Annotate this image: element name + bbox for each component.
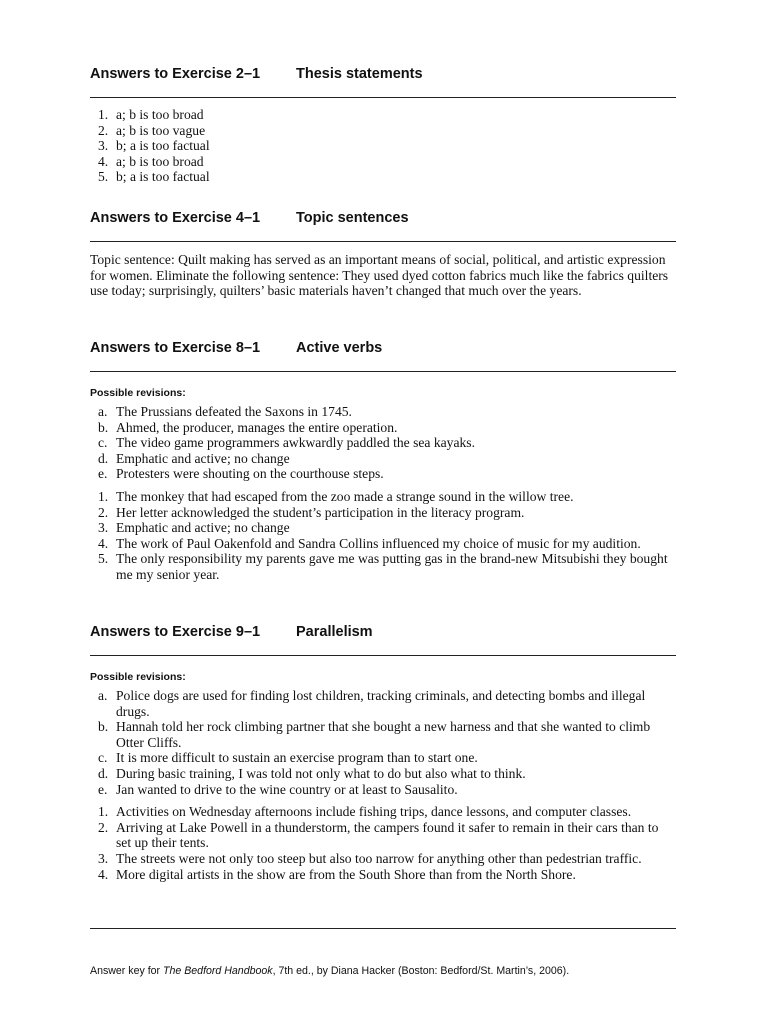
heading-rule	[90, 241, 676, 242]
heading-rule	[90, 371, 676, 372]
book-title: The Bedford Handbook	[163, 965, 273, 977]
list-item: c. The video game programmers awkwardly paddled the sea kayaks.	[98, 435, 475, 451]
exercise-number: Answers to Exercise 8–1	[90, 340, 261, 356]
list-item: 4. The work of Paul Oakenfold and Sandra Collins influenced my choice of music for my audition.	[98, 535, 641, 551]
exercise-title: Thesis statements	[296, 66, 423, 82]
section-exercise-4-1	[90, 207, 676, 299]
list-item: 2. Her letter acknowledged the student’s participation in the literacy program.	[98, 504, 525, 520]
exercise-number: Answers to Exercise 2–1	[90, 66, 261, 82]
exercise-title: Active verbs	[296, 340, 383, 356]
list-item: 3. Emphatic and active; no change	[98, 520, 290, 536]
section-exercise-9-1	[90, 621, 676, 882]
list-item: 2. a; b is too vague	[98, 122, 206, 138]
list-item: 4. More digital artists in the show are from the South Shore than from the North Shore.	[98, 866, 576, 882]
list-item: 2. Arriving at Lake Powell in a thunderstorm, the campers found it safer to remain in their cars than to set up their tents.	[98, 819, 659, 851]
exercise-number: Answers to Exercise 4–1	[90, 210, 261, 226]
list-item: 3. b; a is too factual	[98, 138, 210, 154]
section-heading	[90, 207, 676, 229]
exercise-number: Answers to Exercise 9–1	[90, 624, 261, 640]
list-item: 3. The streets were not only too steep but also too narrow for anything other than pedestrian traffic.	[98, 850, 642, 866]
list-item: c. It is more difficult to sustain an exercise program than to start one.	[98, 750, 478, 766]
list-item: 1. The monkey that had escaped from the zoo made a strange sound in the willow tree.	[98, 488, 574, 504]
section-heading	[90, 63, 676, 85]
possible-revisions-label: Possible revisions:	[90, 671, 186, 683]
lettered-answer-list	[90, 404, 676, 482]
list-item: e. Jan wanted to drive to the wine country or at least to Sausalito.	[98, 781, 458, 797]
possible-revisions-label: Possible revisions:	[90, 387, 186, 399]
list-item: a. Police dogs are used for finding lost children, tracking criminals, and detecting bombs and illegal drugs.	[98, 688, 646, 719]
answer-paragraph: Topic sentence: Quilt making has served as an important means of social, political, and artistic expression for women. Eliminate the following sentence: They used dyed cotton fabrics much like the fabrics quilters use today; surprisingly, quilters’ basic materials haven’t changed that much over the years.	[90, 252, 669, 299]
list-item: a. The Prussians defeated the Saxons in 1745.	[98, 404, 352, 419]
exercise-title: Topic sentences	[296, 210, 409, 226]
list-item: 1. a; b is too broad	[98, 107, 204, 122]
list-spacer	[90, 482, 676, 489]
list-item: e. Protesters were shouting on the courthouse steps.	[98, 466, 384, 482]
answer-list	[90, 107, 676, 185]
list-item: 1. Activities on Wednesday afternoons include fishing trips, dance lessons, and computer classes.	[98, 804, 632, 820]
list-item: b. Hannah told her rock climbing partner that she bought a new harness and that she wanted to climb Otter Cliffs.	[98, 719, 651, 750]
list-item: 5. The only responsibility my parents gave me was putting gas in the brand-new Mitsubishi they bought me my senior year.	[98, 551, 668, 582]
list-item: 4. a; b is too broad	[98, 153, 204, 169]
footer-rule	[90, 928, 676, 929]
lettered-answer-list	[90, 688, 676, 797]
footer-citation: Answer key for The Bedford Handbook, 7th ed., by Diana Hacker (Boston: Bedford/St. Martin’s, 2006).	[90, 965, 570, 977]
list-spacer	[90, 797, 676, 804]
numbered-answer-list	[90, 804, 676, 882]
list-item: d. During basic training, I was told not only what to do but also what to think.	[98, 765, 526, 781]
section-exercise-2-1	[90, 63, 676, 185]
list-item: d. Emphatic and active; no change	[98, 450, 290, 466]
heading-rule	[90, 655, 676, 656]
section-exercise-8-1	[90, 337, 676, 583]
numbered-answer-list	[90, 489, 676, 583]
exercise-title: Parallelism	[296, 624, 373, 640]
section-heading	[90, 337, 676, 359]
heading-rule	[90, 97, 676, 98]
list-item: 5. b; a is too factual	[98, 169, 210, 185]
section-heading	[90, 621, 676, 643]
list-item: b. Ahmed, the producer, manages the entire operation.	[98, 419, 398, 435]
